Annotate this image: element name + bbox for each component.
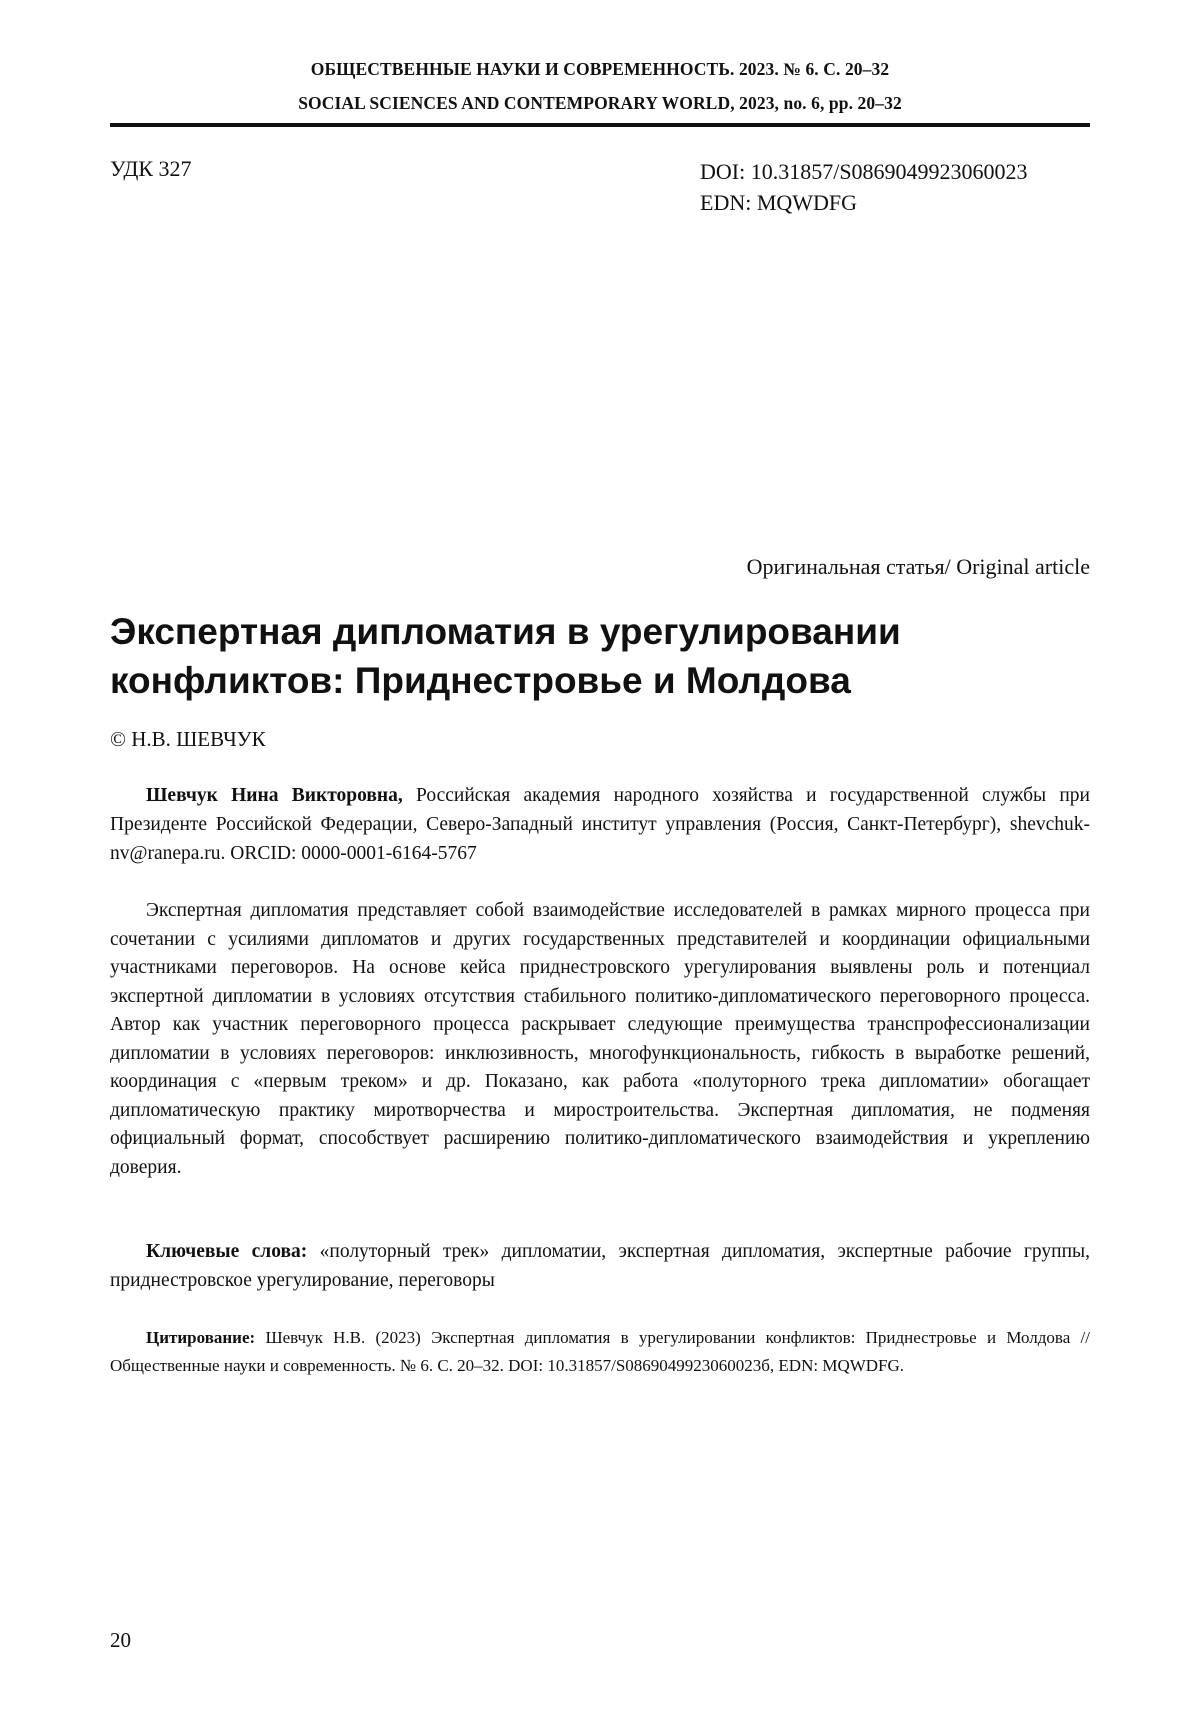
keywords (110, 1237, 1090, 1295)
header-divider (110, 123, 1090, 127)
identifier-block (700, 156, 1028, 218)
abstract-text: Экспертная дипломатия представляет собой взаимодействие исследователей в рамках мирного процесса при сочетании с усилиями дипломатов и других государственных представителей и координации официальными участниками переговоров. На основе кейса приднестровского урегулирования выявлены роль и потенциал экспертной дипломатии в условиях отсутствия стабильного политико-дипломатического переговорного процесса. Автор как участник переговорного процесса раскрывает следующие преимущества транспрофессионализации дипломатии в условиях переговоров: инклюзивность, многофункциональность, гибкость в выработке решений, координация с «первым треком» и др. Показано, как работа «полуторного трека дипломатии» обогащает дипломатическую практику миротворчества и миростроительства. Экспертная дипломатия, не подменяя официальный формат, способствует расширению политико-дипломатического взаимодействия и укреплению доверия. (110, 900, 1090, 1178)
keywords-text: «полуторный трек» дипломатии, экспертная дипломатия, экспертные рабочие группы, приднестровское урегулирование, переговоры (110, 1241, 1091, 1291)
citation-label: Цитирование: (146, 1328, 256, 1347)
page-number: 20 (110, 1628, 131, 1652)
edn-text: EDN: MQWDFG (700, 190, 858, 215)
article-title-line-1: Экспертная дипломатия в урегулировании (110, 611, 901, 652)
citation-text: Шевчук Н.В. (2023) Экспертная дипломатия в урегулировании конфликтов: Приднестровье и Молдова // Общественные науки и современность. № 6. С. 20–32. DOI: 10.31857/S0869049923060023б, EDN: MQWDFG. (110, 1328, 1090, 1375)
article-title (110, 607, 1090, 705)
author-affiliation (110, 781, 1090, 868)
copyright-author: © Н.В. ШЕВЧУК (110, 727, 266, 751)
journal-running-header (110, 52, 1090, 120)
journal-header-en: SOCIAL SCIENCES AND CONTEMPORARY WORLD, 2023, no. 6, pp. 20–32 (298, 93, 902, 113)
citation (110, 1324, 1090, 1380)
udk-code: УДК 327 (110, 156, 192, 181)
keywords-label: Ключевые слова: (146, 1241, 308, 1262)
doi-text: DOI: 10.31857/S0869049923060023 (700, 159, 1028, 184)
author-name: Шевчук Нина Викторовна, (146, 785, 403, 806)
journal-header-ru: ОБЩЕСТВЕННЫЕ НАУКИ И СОВРЕМЕННОСТЬ. 2023. № 6. С. 20–32 (310, 59, 890, 79)
article-title-line-2: конфликтов: Приднестровье и Молдова (110, 660, 851, 701)
article-type-label: Оригинальная статья/ Original article (746, 554, 1090, 579)
author-affiliation-text: Российская академия народного хозяйства и государственной службы при Президенте Российской Федерации, Северо-Западный институт управления (Россия, Санкт-Петербург), shevchuk-nv@ranepa.ru. ORCID: 0000-0001-6164-5767 (110, 785, 1090, 864)
